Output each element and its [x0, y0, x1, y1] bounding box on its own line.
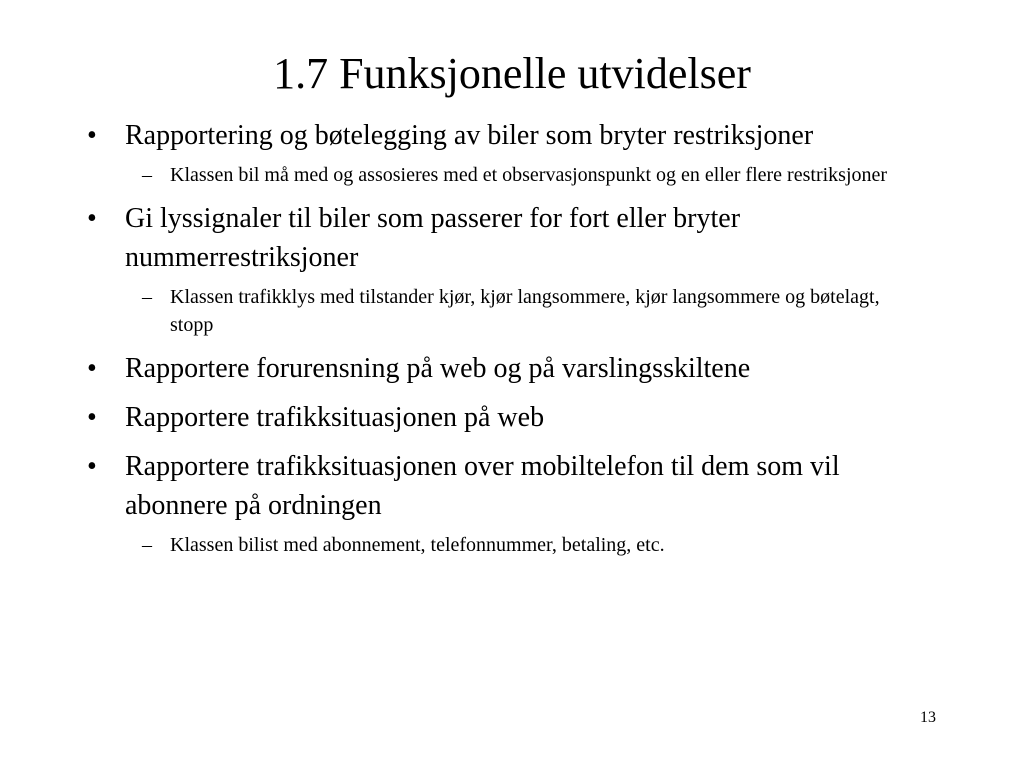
bullet-item	[85, 199, 915, 277]
bullet-item	[85, 398, 915, 437]
sub-bullet-text: Klassen bilist med abonnement, telefonnummer, betaling, etc.	[170, 534, 665, 556]
page-number: 13	[920, 709, 936, 726]
sub-bullet-text: Klassen bil må med og assosieres med et observasjonspunkt og en eller flere restriksjoner	[170, 164, 888, 186]
sub-bullet-item	[125, 283, 915, 339]
bullet-text: Gi lyssignaler til biler som passerer for fort eller bryter nummerrestriksjoner	[125, 203, 741, 273]
bullet-marker: •	[87, 120, 97, 151]
bullet-list	[85, 116, 915, 559]
sub-bullet-marker: –	[142, 534, 152, 556]
bullet-marker: •	[87, 451, 97, 482]
sub-bullet-marker: –	[142, 286, 152, 308]
bullet-marker: •	[87, 402, 97, 433]
bullet-item	[85, 349, 915, 388]
bullet-marker: •	[87, 203, 97, 234]
bullet-text: Rapportere trafikksituasjonen på web	[125, 402, 545, 433]
bullet-item	[85, 116, 915, 155]
bullet-marker: •	[87, 353, 97, 384]
bullet-text: Rapportere forurensning på web og på varslingsskiltene	[125, 353, 751, 384]
sub-bullet-text: Klassen trafikklys med tilstander kjør, kjør langsommere, kjør langsommere og bøtelagt, stopp	[170, 286, 880, 336]
bullet-text: Rapportering og bøtelegging av biler som bryter restriksjoner	[125, 120, 814, 151]
sub-bullet-item	[125, 161, 915, 189]
sub-bullet-item	[125, 531, 915, 559]
sub-bullet-marker: –	[142, 164, 152, 186]
bullet-item	[85, 447, 915, 525]
slide-title: 1.7 Funksjonelle utvidelser	[273, 49, 751, 98]
bullet-text: Rapportere trafikksituasjonen over mobiltelefon til dem som vil abonnere på ordningen	[125, 451, 840, 521]
